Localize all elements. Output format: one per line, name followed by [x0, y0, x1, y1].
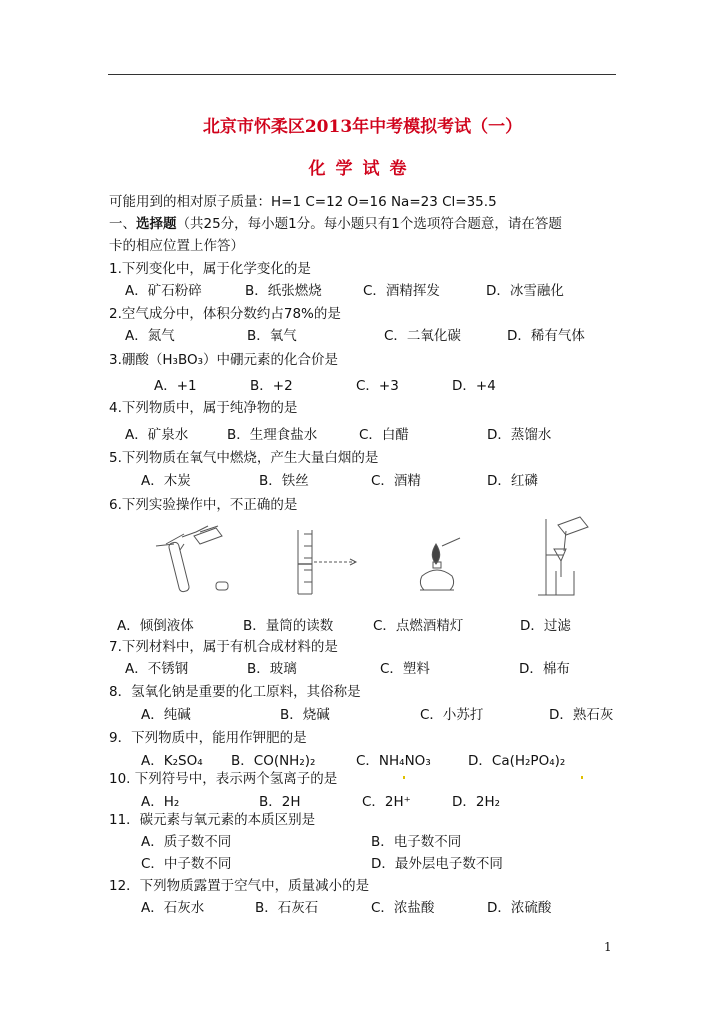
q9-option-d: D．Ca(H₂PO₄)₂	[468, 753, 566, 769]
question-5-stem: 5.下列物质在氧气中燃烧，产生大量白烟的是	[109, 450, 379, 466]
q9-option-b: B．CO(NH₂)₂	[231, 753, 316, 769]
q10-option-b: B．2H	[259, 794, 301, 810]
question-6-stem: 6.下列实验操作中，不正确的是	[109, 497, 298, 513]
q3-option-a: A．+1	[154, 378, 197, 394]
section-desc-1: （共25分，每小题1分。每小题只有1个选项符合题意，请在答题	[176, 216, 562, 232]
q4-option-a: A．矿泉水	[125, 427, 189, 443]
page-title: 北京市怀柔区2013年中考模拟考试（一）	[202, 117, 523, 137]
q2-option-c: C．二氧化碳	[384, 328, 461, 344]
q5-option-c: C．酒精	[371, 473, 421, 489]
filtration-figure	[536, 515, 606, 599]
section-name: 选择题	[136, 216, 177, 232]
q2-option-a: A．氮气	[125, 328, 175, 344]
yellow-mark	[581, 776, 583, 779]
question-2-stem: 2.空气成分中，体积分数约占78%的是	[109, 306, 341, 322]
q1-option-c: C．酒精挥发	[363, 283, 440, 299]
q11-option-c: C．中子数不同	[141, 856, 232, 872]
section-desc-2: 卡的相应位置上作答）	[109, 238, 244, 254]
question-12-stem: 12．下列物质露置于空气中，质量减小的是	[109, 878, 370, 894]
q3-option-b: B．+2	[250, 378, 293, 394]
q1-option-b: B．纸张燃烧	[245, 283, 322, 299]
yellow-mark	[403, 776, 405, 779]
q10-option-d: D．2H₂	[452, 794, 501, 810]
q9-option-c: C．NH₄NO₃	[356, 753, 431, 769]
header-rule	[108, 74, 616, 75]
q6-option-d: D．过滤	[520, 618, 571, 634]
question-3-stem: 3.硼酸（H₃BO₃）中硼元素的化合价是	[109, 352, 339, 368]
q6-option-a: A．倾倒液体	[117, 618, 194, 634]
alcohol-lamp-figure	[412, 530, 472, 596]
q9-option-a: A．K₂SO₄	[141, 753, 203, 769]
q11-option-b: B．电子数不同	[371, 834, 462, 850]
question-1-stem: 1.下列变化中，属于化学变化的是	[109, 261, 311, 277]
q11-option-d: D．最外层电子数不同	[371, 856, 503, 872]
q7-option-c: C．塑料	[380, 661, 430, 677]
pouring-liquid-figure	[150, 520, 245, 600]
q12-option-d: D．浓硫酸	[487, 900, 552, 916]
q5-option-b: B．铁丝	[259, 473, 309, 489]
q12-option-c: C．浓盐酸	[371, 900, 435, 916]
q1-option-a: A．矿石粉碎	[125, 283, 202, 299]
q7-option-a: A．不锈钢	[125, 661, 189, 677]
section-prefix: 一、	[109, 216, 136, 232]
q11-option-a: A．质子数不同	[141, 834, 232, 850]
q4-option-b: B．生理食盐水	[227, 427, 318, 443]
q7-option-b: B．玻璃	[247, 661, 297, 677]
q6-option-c: C．点燃酒精灯	[373, 618, 464, 634]
question-8-stem: 8．氢氧化钠是重要的化工原料，其俗称是	[109, 684, 361, 700]
q5-option-d: D．红磷	[487, 473, 538, 489]
q8-option-a: A．纯碱	[141, 707, 191, 723]
q12-option-b: B．石灰石	[255, 900, 319, 916]
cylinder-reading-figure	[288, 528, 368, 596]
q8-option-d: D．熟石灰	[549, 707, 614, 723]
q8-option-b: B．烧碱	[280, 707, 330, 723]
q10-option-a: A．H₂	[141, 794, 180, 810]
q4-option-d: D．蒸馏水	[487, 427, 552, 443]
page-number: 1	[604, 940, 612, 954]
q3-option-c: C．+3	[356, 378, 399, 394]
q6-option-b: B．量筒的读数	[243, 618, 334, 634]
question-9-stem: 9．下列物质中，能用作钾肥的是	[109, 730, 307, 746]
q4-option-c: C．白醋	[359, 427, 409, 443]
page-subtitle: 化学试卷	[308, 159, 417, 179]
q1-option-d: D．冰雪融化	[486, 283, 564, 299]
q8-option-c: C．小苏打	[420, 707, 484, 723]
q10-option-c: C．2H⁺	[362, 794, 411, 810]
q2-option-b: B．氧气	[247, 328, 297, 344]
question-10-stem: 10. 下列符号中，表示两个氢离子的是	[109, 771, 338, 787]
atomic-masses: 可能用到的相对原子质量：H=1 C=12 O=16 Na=23 Cl=35.5	[109, 194, 497, 210]
question-4-stem: 4.下列物质中，属于纯净物的是	[109, 400, 298, 416]
question-11-stem: 11．碳元素与氧元素的本质区别是	[109, 812, 316, 828]
q12-option-a: A．石灰水	[141, 900, 205, 916]
q7-option-d: D．棉布	[519, 661, 570, 677]
q3-option-d: D．+4	[452, 378, 496, 394]
section-heading	[109, 212, 562, 232]
q5-option-a: A．木炭	[141, 473, 191, 489]
question-7-stem: 7.下列材料中，属于有机合成材料的是	[109, 639, 338, 655]
q2-option-d: D．稀有气体	[507, 328, 585, 344]
